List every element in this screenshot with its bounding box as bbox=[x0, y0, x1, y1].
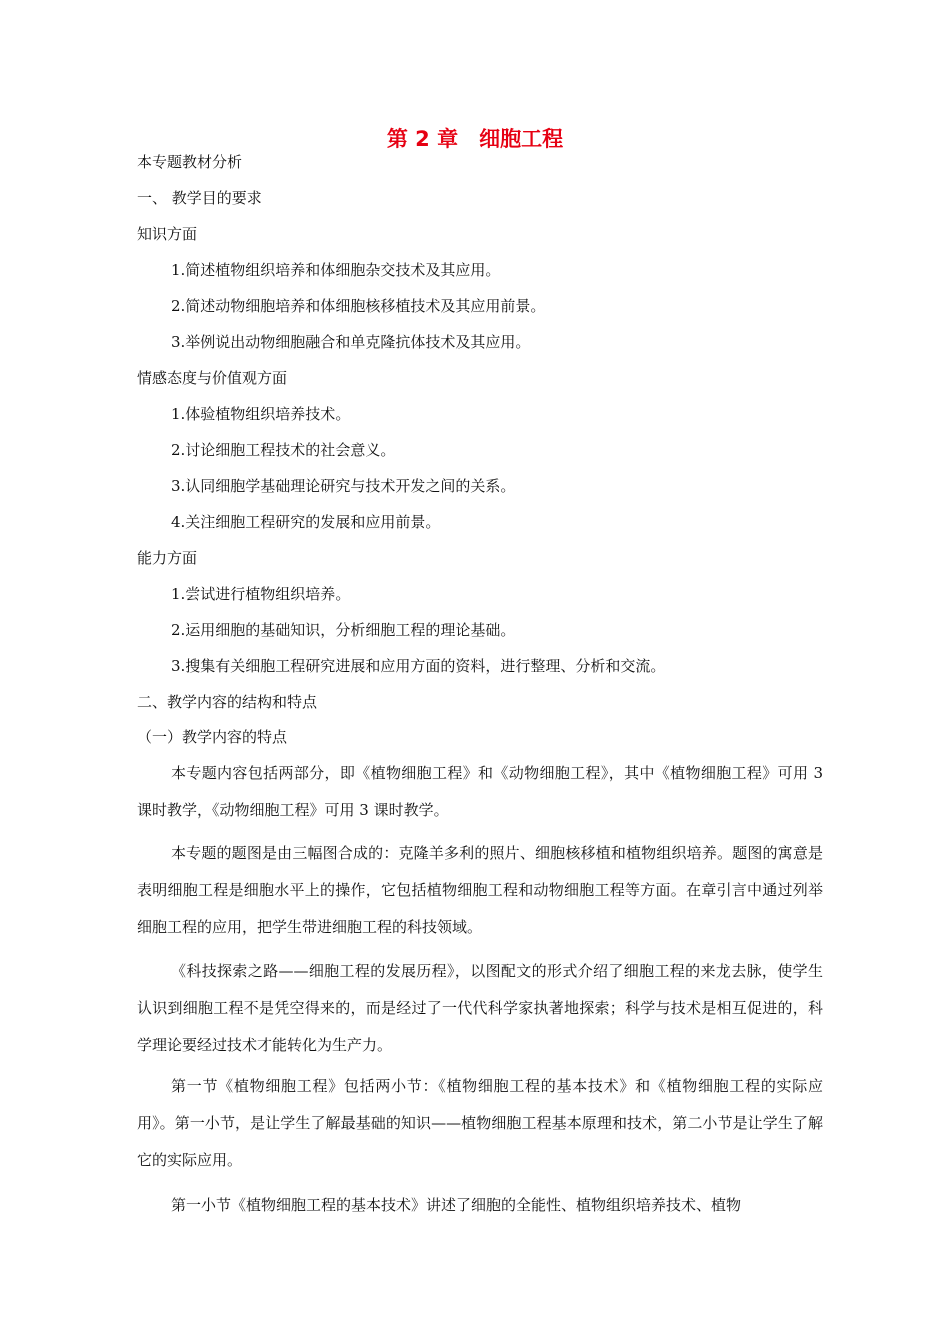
list-item: 3.认同细胞学基础理论研究与技术开发之间的关系。 bbox=[171, 477, 516, 495]
list-item: 2.简述动物细胞培养和体细胞核移植技术及其应用前景。 bbox=[171, 297, 546, 315]
list-item: 4.关注细胞工程研究的发展和应用前景。 bbox=[171, 513, 441, 531]
subsection-heading: 情感态度与价值观方面 bbox=[137, 369, 288, 387]
list-item: 1.体验植物组织培养技术。 bbox=[171, 405, 351, 423]
list-item: 1.简述植物组织培养和体细胞杂交技术及其应用。 bbox=[171, 261, 501, 279]
section-heading: 二、教学内容的结构和特点 bbox=[137, 693, 318, 711]
section-heading: 本专题教材分析 bbox=[137, 153, 243, 171]
section-heading: 一、 教学目的要求 bbox=[137, 189, 262, 207]
body-paragraph: 第一小节《植物细胞工程的基本技术》讲述了细胞的全能性、植物组织培养技术、植物 bbox=[171, 1196, 742, 1214]
list-item: 3.举例说出动物细胞融合和单克隆抗体技术及其应用。 bbox=[171, 333, 531, 351]
subsection-heading: 知识方面 bbox=[137, 225, 198, 243]
list-item: 2.运用细胞的基础知识，分析细胞工程的理论基础。 bbox=[171, 621, 516, 639]
body-paragraph: 第一节《植物细胞工程》包括两小节：《植物细胞工程的基本技术》和《植物细胞工程的实际应用》。第一小节，是让学生了解最基础的知识——植物细胞工程基本原理和技术，第二小节是让学生了解它的实际应用。 bbox=[137, 1077, 823, 1169]
body-paragraph: 《科技探索之路——细胞工程的发展历程》，以图配文的形式介绍了细胞工程的来龙去脉，使学生认识到细胞工程不是凭空得来的，而是经过了一代代科学家执著地探索；科学与技术是相互促进的，科学理论要经过技术才能转化为生产力。 bbox=[137, 962, 823, 1054]
body-paragraph: 本专题的题图是由三幅图合成的：克隆羊多利的照片、细胞核移植和植物组织培养。题图的寓意是表明细胞工程是细胞水平上的操作，它包括植物细胞工程和动物细胞工程等方面。在章引言中通过列举细胞工程的应用，把学生带进细胞工程的科技领域。 bbox=[137, 844, 823, 936]
body-paragraph: 本专题内容包括两部分，即《植物细胞工程》和《动物细胞工程》，其中《植物细胞工程》可用 3 课时教学，《动物细胞工程》可用 3 课时教学。 bbox=[137, 764, 823, 819]
list-item: 2.讨论细胞工程技术的社会意义。 bbox=[171, 441, 396, 459]
chapter-title: 第 2 章 细胞工程 bbox=[386, 127, 564, 151]
list-item: 3.搜集有关细胞工程研究进展和应用方面的资料，进行整理、分析和交流。 bbox=[171, 657, 666, 675]
list-item: 1.尝试进行植物组织培养。 bbox=[171, 585, 351, 603]
subsection-heading: 能力方面 bbox=[137, 549, 198, 567]
subsection-heading: （一）教学内容的特点 bbox=[137, 728, 288, 746]
